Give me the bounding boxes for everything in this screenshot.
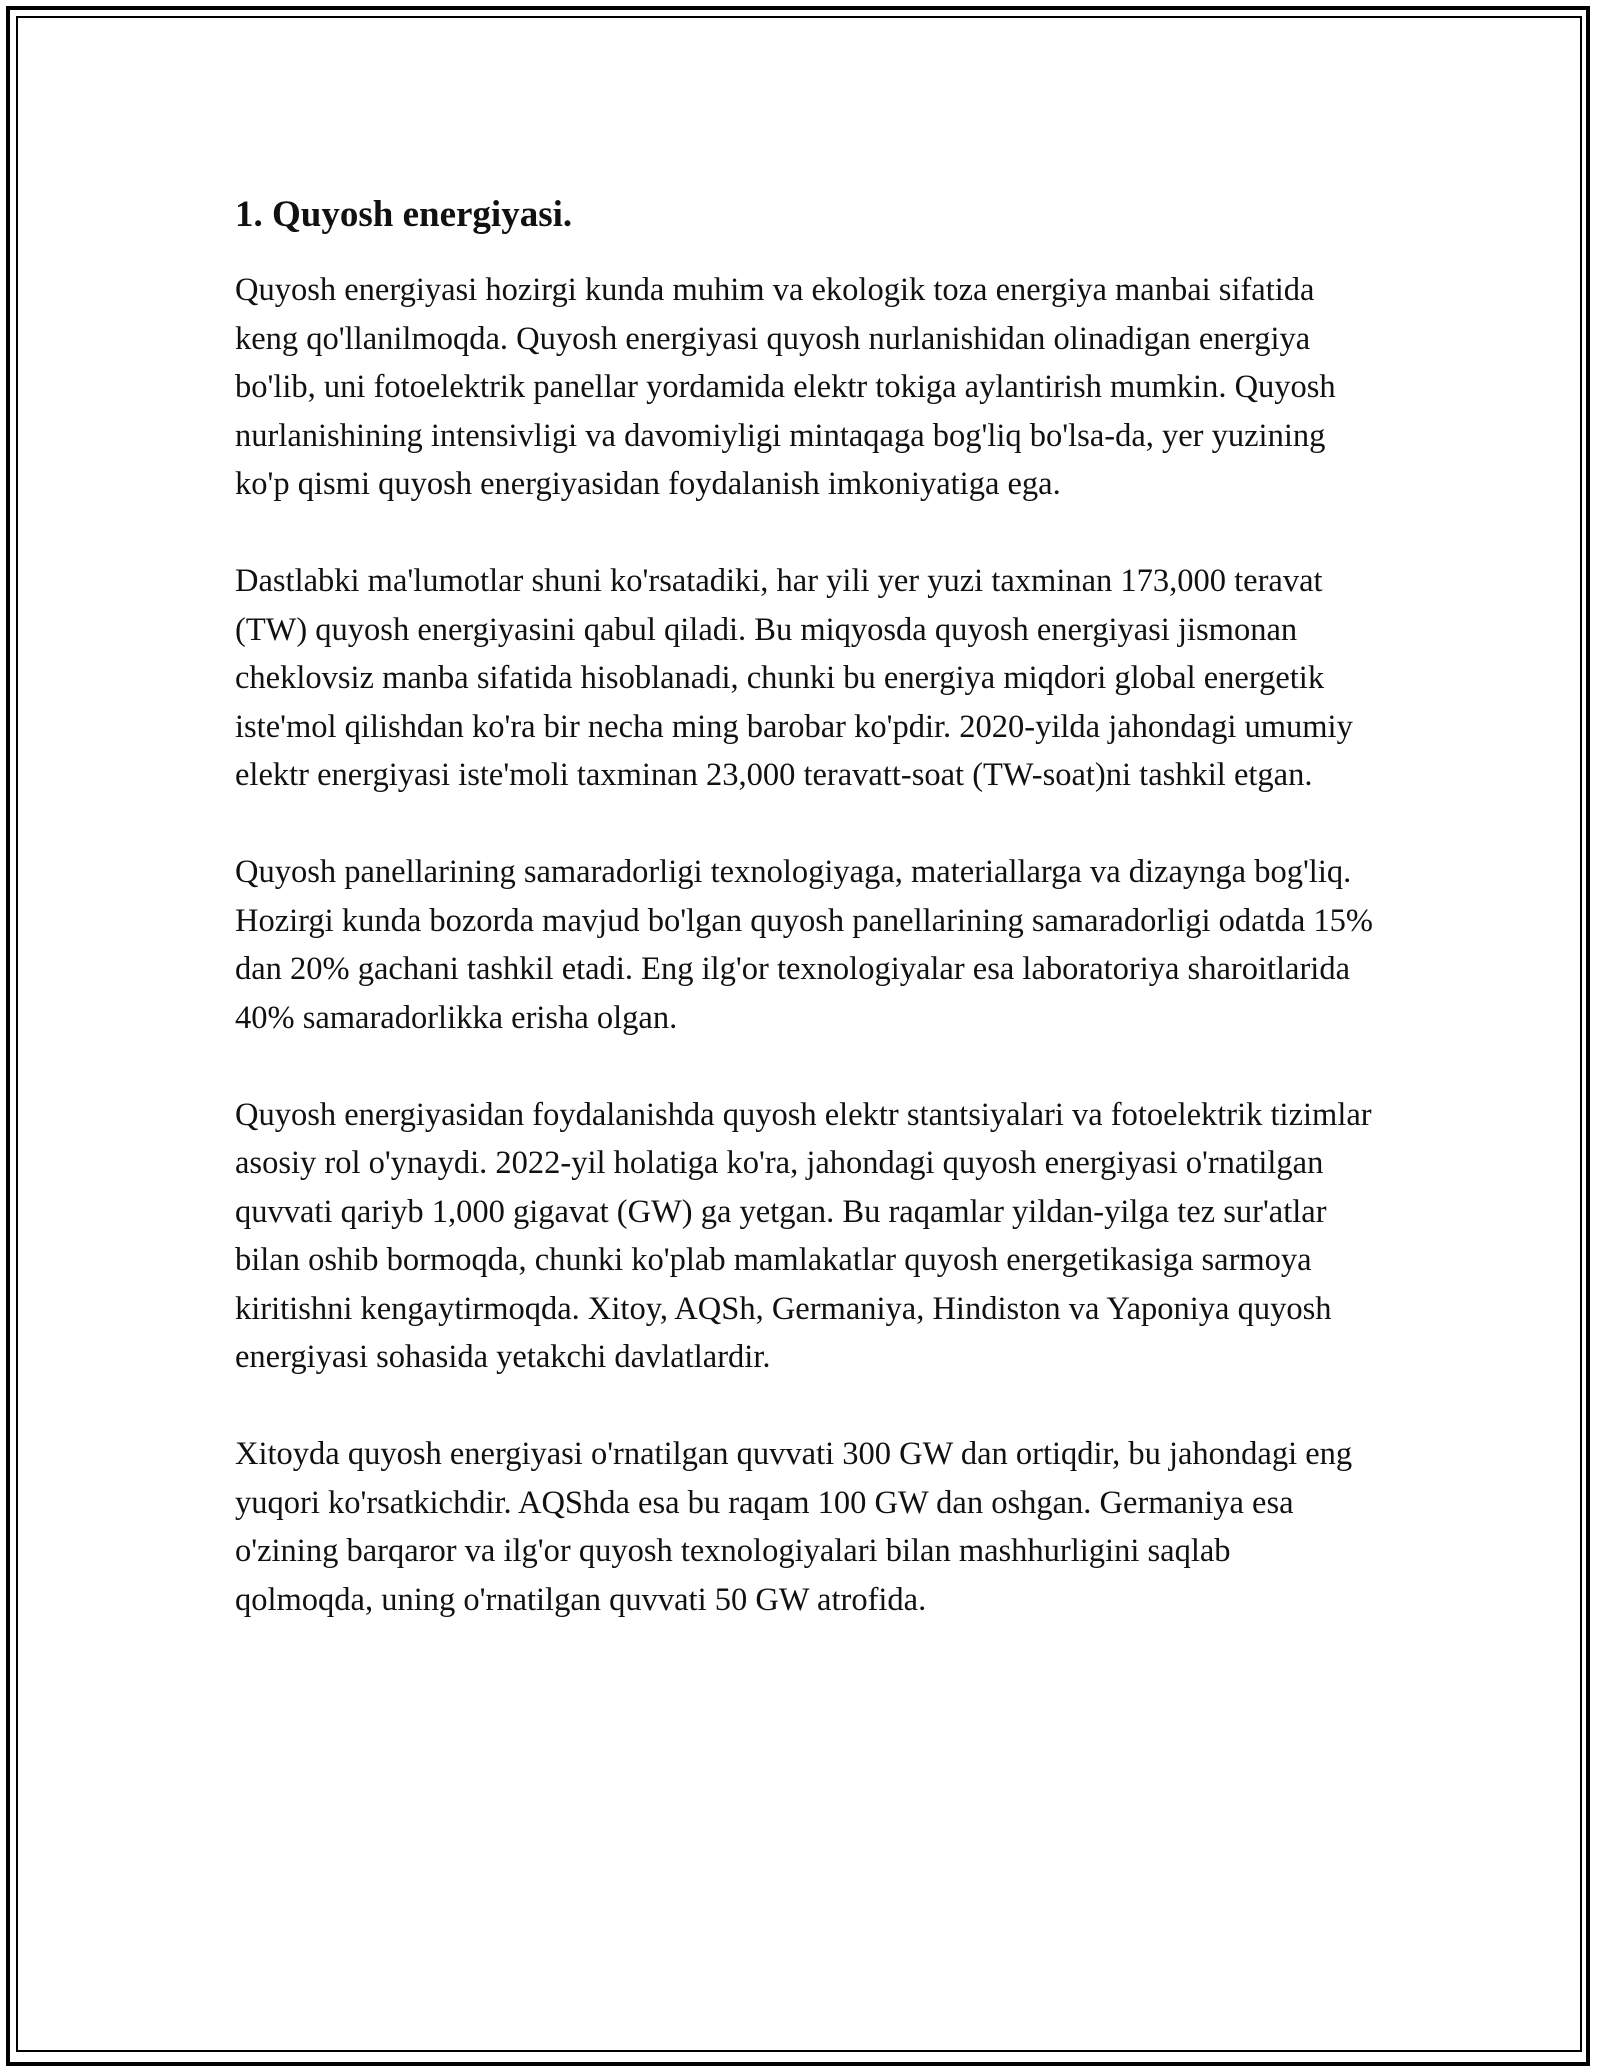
paragraph-country-capacity: Xitoyda quyosh energiyasi o'rnatilgan quvvati 300 GW dan ortiqdir, bu jahondagi eng yuqori ko'rsatkichdir. AQShda esa bu raqam 100 GW dan oshgan. Germaniya esa o'zining barqaror va ilg'or quyosh texnologiyalari bilan mashhurligini saqlab qolmoqda, uning o'rnatilgan quvvati 50 GW atrofida. [235, 1436, 1353, 1618]
document-body [235, 186, 1375, 1673]
paragraph-installed-capacity: Quyosh energiyasidan foydalanishda quyosh elektr stantsiyalari va fotoelektrik tizimlar asosiy rol o'ynaydi. 2022-yil holatiga ko'ra, jahondagi quyosh energiyasi o'rnatilgan quvvati qariyb 1,000 gigavat (GW) ga yetgan. Bu raqamlar yildan-yilga tez sur'atlar bilan oshib bormoqda, chunki ko'plab mamlakatlar quyosh energetikasiga sarmoya kiritishni kengaytirmoqda. Xitoy, AQSh, Germaniya, Hindiston va Yaponiya quyosh energiyasi sohasida yetakchi davlatlardir. [235, 1096, 1372, 1375]
paragraph-panel-efficiency: Quyosh panellarining samaradorligi texnologiyaga, materiallarga va dizaynga bog'liq. Hozirgi kunda bozorda mavjud bo'lgan quyosh panellarining samaradorligi odatda 15% dan 20% gachani tashkil etadi. Eng ilg'or texnologiyalar esa laboratoriya sharoitlarida 40% samaradorlikka erisha olgan. [235, 854, 1373, 1036]
paragraph-solar-overview: Quyosh energiyasi hozirgi kunda muhim va ekologik toza energiya manbai sifatida keng qo'llanilmoqda. Quyosh energiyasi quyosh nurlanishidan olinadigan energiya bo'lib, uni fotoelektrik panellar yordamida elektr tokiga aylantirish mumkin. Quyosh nurlanishining intensivligi va davomiyligi mintaqaga bog'liq bo'lsa-da, yer yuzining ko'p qismi quyosh energiyasidan foydalanish imkoniyatiga ega. [235, 272, 1336, 502]
paragraph-solar-potential: Dastlabki ma'lumotlar shuni ko'rsatadiki, har yili yer yuzi taxminan 173,000 teravat (TW) quyosh energiyasini qabul qiladi. Bu miqyosda quyosh energiyasi jismonan cheklovsiz manba sifatida hisoblanadi, chunki bu energiya miqdori global energetik iste'mol qilishdan ko'ra bir necha ming barobar ko'pdir. 2020-yilda jahondagi umumiy elektr energiyasi iste'moli taxminan 23,000 teravatt-soat (TW-soat)ni tashkil etgan. [235, 563, 1353, 793]
section-heading: 1. Quyosh energiyasi. [235, 194, 573, 235]
